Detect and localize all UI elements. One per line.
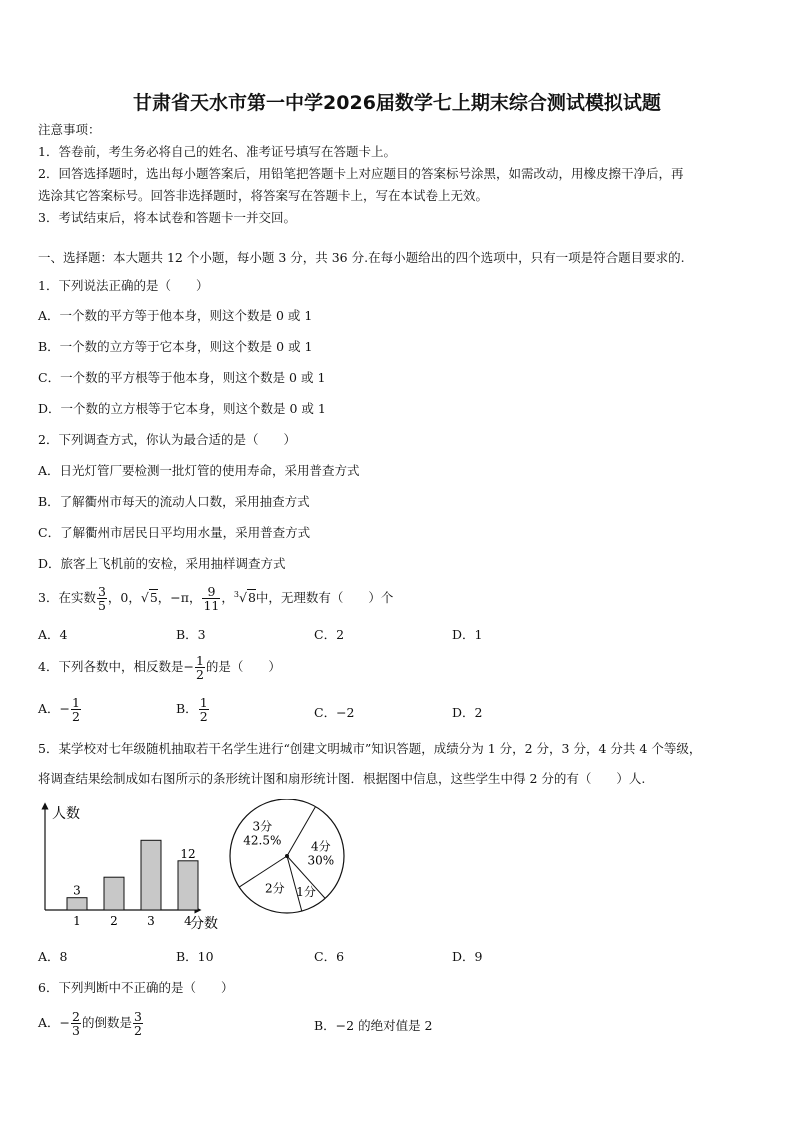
pie-slice-label: 2分 xyxy=(264,881,285,896)
pie-slice-percent: 30% xyxy=(307,853,335,868)
q4-option-c: C．−2 xyxy=(314,705,355,720)
q3-option-a: A．4 xyxy=(38,627,68,642)
q4-option-b: B． $\frac{1}{2}$ xyxy=(176,694,208,724)
pie-center-dot xyxy=(285,854,289,858)
notice-item: 2．回答选择题时，选出每小题答案后，用铅笔把答题卡上对应题目的答案标号涂黑，如需改动，用橡皮擦干净后，再 xyxy=(38,166,684,181)
y-axis-label: 人数 xyxy=(52,806,80,822)
q1-option-d: D．一个数的立方根等于它本身，则这个数是 0 或 1 xyxy=(38,401,326,416)
q5-option-b: B．10 xyxy=(176,949,214,964)
x-tick-label: 4 xyxy=(184,914,192,928)
sqrt-5: √5 xyxy=(140,590,158,606)
q3-option-d: D．1 xyxy=(452,627,483,642)
question-2-stem: 2．下列调查方式，你认为最合适的是（ ） xyxy=(38,432,296,447)
bar-3 xyxy=(141,840,161,910)
bar-4 xyxy=(178,861,198,910)
q1-option-b: B．一个数的立方等于它本身，则这个数是 0 或 1 xyxy=(38,339,313,354)
q4-option-a: A．− $\frac{1}{2}$ xyxy=(38,694,80,724)
q5-option-a: A．8 xyxy=(38,949,68,964)
q2-option-c: C．了解衢州市居民日平均用水量，采用普查方式 xyxy=(38,525,311,540)
pie-slice-label: 4分 xyxy=(310,839,331,854)
bar-data-label: 3 xyxy=(73,883,81,898)
bar-1 xyxy=(67,898,87,910)
question-1-stem: 1．下列说法正确的是（ ） xyxy=(38,278,209,293)
q3-option-c: C．2 xyxy=(314,627,345,642)
question-5-line1: 5．某学校对七年级随机抽取若干名学生进行“创建文明城市”知识答题，成绩分为 1 分，2 分，3 分，4 分共 4 个等级， xyxy=(38,741,702,756)
q3-option-b: B．3 xyxy=(176,627,206,642)
q2-option-a: A．日光灯管厂要检测一批灯管的使用寿命，采用普查方式 xyxy=(38,463,360,478)
q4-option-d: D．2 xyxy=(452,705,483,720)
section-heading: 一、选择题：本大题共 12 个小题，每小题 3 分，共 36 分.在每小题给出的四个选项中，只有一项是符合题目要求的. xyxy=(38,250,685,265)
q1-option-c: C．一个数的平方根等于他本身，则这个数是 0 或 1 xyxy=(38,370,326,385)
fraction: $\frac{1}{2}$ xyxy=(195,652,204,682)
question-6-stem: 6．下列判断中不正确的是（ ） xyxy=(38,980,234,995)
notice-item: 选涂其它答案标号。回答非选择题时，将答案写在答题卡上，写在本试卷上无效。 xyxy=(38,188,489,203)
bar-2 xyxy=(104,877,124,910)
question-5-line2: 将调查结果绘制成如右图所示的条形统计图和扇形统计图．根据图中信息，这些学生中得 2 分的有（ ）人. xyxy=(38,771,646,786)
x-tick-label: 2 xyxy=(110,914,118,928)
pie-slice-percent: 42.5% xyxy=(243,833,282,848)
bar-chart xyxy=(30,800,230,935)
page-title: 甘肃省天水市第一中学2026届数学七上期末综合测试模拟试题 xyxy=(133,92,661,114)
x-tick-label: 1 xyxy=(73,914,81,928)
fraction: $\frac{3}{5}$ xyxy=(97,584,106,614)
q5-option-c: C．6 xyxy=(314,949,345,964)
q2-option-d: D．旅客上飞机前的安检，采用抽样调查方式 xyxy=(38,556,286,571)
q6-option-a: A．− $\frac{2}{3}$ 的倒数是 $\frac{3}{2}$ xyxy=(38,1008,142,1038)
pie-chart xyxy=(226,799,348,921)
q1-option-a: A．一个数的平方等于他本身，则这个数是 0 或 1 xyxy=(38,308,313,323)
x-axis-label: 分数 xyxy=(190,916,218,932)
question-3-stem: 3．在实数 $\frac{3}{5}$ ，0，√5，−π， $\frac{9}{11}$ ，$^3$√8中，无理数有（ ）个 xyxy=(38,584,394,614)
notice-heading: 注意事项： xyxy=(38,122,101,137)
pie-slice-label: 3分 xyxy=(252,819,273,834)
q2-option-b: B．了解衢州市每天的流动人口数，采用抽查方式 xyxy=(38,494,310,509)
question-4-stem: 4．下列各数中，相反数是− $\frac{1}{2}$ 的是（ ） xyxy=(38,652,281,682)
x-tick-label: 3 xyxy=(147,914,155,928)
fraction: $\frac{9}{11}$ xyxy=(203,584,220,614)
notice-item: 1．答卷前，考生务必将自己的姓名、准考证号填写在答题卡上。 xyxy=(38,144,396,159)
notice-item: 3．考试结束后，将本试卷和答题卡一并交回。 xyxy=(38,210,296,225)
bar-data-label: 12 xyxy=(180,846,196,861)
pie-slice-label: 1分 xyxy=(296,885,316,900)
q6-option-b: B．−2 的绝对值是 2 xyxy=(314,1018,433,1033)
cube-root-8: $^3$√8 xyxy=(233,590,256,606)
q5-option-d: D．9 xyxy=(452,949,483,964)
